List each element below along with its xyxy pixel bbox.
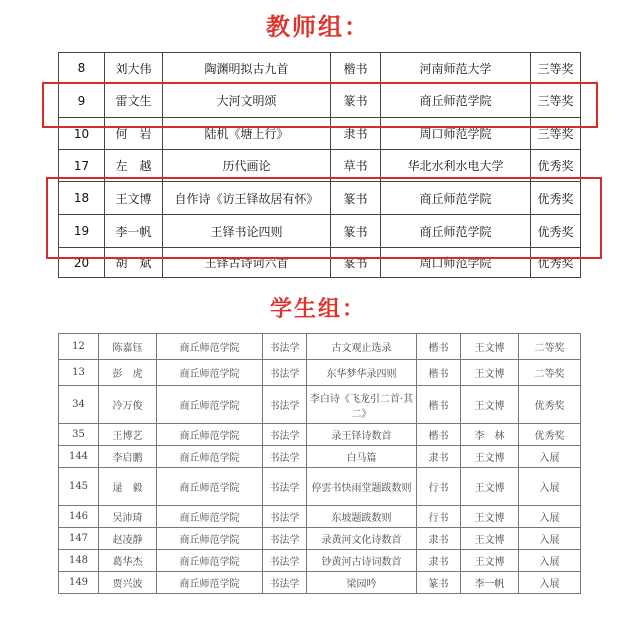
teacher-cell: 8	[59, 53, 105, 84]
student-cell: 录王铎诗数首	[307, 424, 417, 446]
teacher-cell: 陆机《塘上行》	[163, 118, 331, 150]
student-cell: 李 林	[461, 424, 519, 446]
student-group-heading: 学生组：	[269, 297, 366, 322]
student-cell: 楷书	[417, 360, 461, 386]
student-cell: 李一帆	[461, 572, 519, 594]
teacher-cell: 草书	[331, 150, 381, 182]
teacher-cell: 19	[59, 215, 105, 248]
student-row-12	[59, 334, 581, 360]
student-cell: 王文博	[461, 386, 519, 424]
student-cell: 144	[59, 446, 99, 468]
student-cell: 录黄河文化诗数首	[307, 528, 417, 550]
student-cell: 古文观止选录	[307, 334, 417, 360]
teacher-cell: 优秀奖	[531, 182, 581, 215]
teacher-cell: 9	[59, 84, 105, 118]
teacher-cell: 商丘师范学院	[381, 215, 531, 248]
student-cell: 优秀奖	[519, 386, 581, 424]
student-cell: 东坡题跋数则	[307, 506, 417, 528]
teacher-cell: 刘大伟	[105, 53, 163, 84]
student-results-table	[58, 333, 581, 594]
student-cell: 商丘师范学院	[157, 506, 263, 528]
student-cell: 入展	[519, 528, 581, 550]
student-cell: 梁园吟	[307, 572, 417, 594]
teacher-cell: 商丘师范学院	[381, 84, 531, 118]
student-cell: 葛华杰	[99, 550, 157, 572]
teacher-cell: 优秀奖	[531, 150, 581, 182]
teacher-cell: 隶书	[331, 118, 381, 150]
student-row-146	[59, 506, 581, 528]
student-cell: 王文博	[461, 550, 519, 572]
student-row-147	[59, 528, 581, 550]
student-cell: 35	[59, 424, 99, 446]
teacher-cell: 20	[59, 248, 105, 278]
student-row-144	[59, 446, 581, 468]
student-cell: 东华梦华录四则	[307, 360, 417, 386]
teacher-cell: 大河文明颂	[163, 84, 331, 118]
student-cell: 书法学	[263, 386, 307, 424]
student-cell: 入展	[519, 550, 581, 572]
student-cell: 王文博	[461, 334, 519, 360]
teacher-cell: 17	[59, 150, 105, 182]
student-cell: 146	[59, 506, 99, 528]
teacher-cell: 胡 斌	[105, 248, 163, 278]
student-cell: 行书	[417, 468, 461, 506]
teacher-cell: 历代画论	[163, 150, 331, 182]
teacher-cell: 篆书	[331, 215, 381, 248]
student-cell: 白马篇	[307, 446, 417, 468]
student-cell: 商丘师范学院	[157, 528, 263, 550]
student-cell: 李白诗《飞龙引二首·其二》	[307, 386, 417, 424]
student-cell: 吴沛琦	[99, 506, 157, 528]
student-cell: 书法学	[263, 550, 307, 572]
student-cell: 34	[59, 386, 99, 424]
student-cell: 商丘师范学院	[157, 386, 263, 424]
student-cell: 彭 虎	[99, 360, 157, 386]
student-cell: 商丘师范学院	[157, 550, 263, 572]
teacher-cell: 左 越	[105, 150, 163, 182]
teacher-cell: 王铎古诗词六首	[163, 248, 331, 278]
teacher-row-9	[59, 84, 581, 118]
student-cell: 书法学	[263, 446, 307, 468]
student-cell: 入展	[519, 446, 581, 468]
student-cell: 钞黄河古诗词数首	[307, 550, 417, 572]
teacher-cell: 18	[59, 182, 105, 215]
teacher-cell: 王铎书论四则	[163, 215, 331, 248]
teacher-row-20	[59, 248, 581, 278]
student-cell: 行书	[417, 506, 461, 528]
student-cell: 商丘师范学院	[157, 424, 263, 446]
student-cell: 逯 毅	[99, 468, 157, 506]
teacher-cell: 商丘师范学院	[381, 182, 531, 215]
student-cell: 楷书	[417, 386, 461, 424]
student-cell: 篆书	[417, 572, 461, 594]
teacher-cell: 河南师范大学	[381, 53, 531, 84]
student-cell: 楷书	[417, 334, 461, 360]
student-cell: 书法学	[263, 334, 307, 360]
student-cell: 书法学	[263, 506, 307, 528]
student-cell: 148	[59, 550, 99, 572]
teacher-cell: 李一帆	[105, 215, 163, 248]
student-cell: 陈嘉钰	[99, 334, 157, 360]
teacher-cell: 王文博	[105, 182, 163, 215]
teacher-cell: 陶渊明拟古九首	[163, 53, 331, 84]
student-cell: 停雲书快雨堂题跋数则	[307, 468, 417, 506]
teacher-cell: 周口师范学院	[381, 248, 531, 278]
student-cell: 书法学	[263, 424, 307, 446]
teacher-results-table	[58, 52, 581, 278]
teacher-row-17	[59, 150, 581, 182]
student-cell: 入展	[519, 572, 581, 594]
teacher-row-19	[59, 215, 581, 248]
student-cell: 12	[59, 334, 99, 360]
student-cell: 李启鹏	[99, 446, 157, 468]
student-cell: 书法学	[263, 360, 307, 386]
student-row-148	[59, 550, 581, 572]
teacher-cell: 楷书	[331, 53, 381, 84]
teacher-cell: 雷文生	[105, 84, 163, 118]
teacher-cell: 周口师范学院	[381, 118, 531, 150]
teacher-cell: 优秀奖	[531, 215, 581, 248]
student-cell: 王文博	[461, 446, 519, 468]
student-cell: 王文博	[461, 506, 519, 528]
student-cell: 优秀奖	[519, 424, 581, 446]
student-cell: 王文博	[461, 360, 519, 386]
student-cell: 王博艺	[99, 424, 157, 446]
student-cell: 书法学	[263, 528, 307, 550]
student-cell: 书法学	[263, 572, 307, 594]
student-cell: 147	[59, 528, 99, 550]
student-cell: 王文博	[461, 528, 519, 550]
student-cell: 入展	[519, 506, 581, 528]
student-row-35	[59, 424, 581, 446]
student-cell: 145	[59, 468, 99, 506]
student-row-34	[59, 386, 581, 424]
student-cell: 书法学	[263, 468, 307, 506]
teacher-row-18	[59, 182, 581, 215]
teacher-cell: 自作诗《访王铎故居有怀》	[163, 182, 331, 215]
student-cell: 王文博	[461, 468, 519, 506]
student-cell: 入展	[519, 468, 581, 506]
student-cell: 二等奖	[519, 334, 581, 360]
student-row-13	[59, 360, 581, 386]
teacher-cell: 何 岩	[105, 118, 163, 150]
teacher-cell: 10	[59, 118, 105, 150]
teacher-row-8	[59, 53, 581, 84]
teacher-row-10	[59, 118, 581, 150]
student-cell: 149	[59, 572, 99, 594]
teacher-cell: 篆书	[331, 248, 381, 278]
student-cell: 商丘师范学院	[157, 572, 263, 594]
teacher-cell: 篆书	[331, 84, 381, 118]
student-cell: 商丘师范学院	[157, 360, 263, 386]
student-cell: 冷万俊	[99, 386, 157, 424]
teacher-group-heading: 教师组：	[266, 13, 370, 41]
student-row-145	[59, 468, 581, 506]
student-row-149	[59, 572, 581, 594]
teacher-cell: 优秀奖	[531, 248, 581, 278]
student-cell: 隶书	[417, 446, 461, 468]
student-cell: 商丘师范学院	[157, 446, 263, 468]
student-cell: 商丘师范学院	[157, 468, 263, 506]
student-cell: 楷书	[417, 424, 461, 446]
student-cell: 隶书	[417, 528, 461, 550]
teacher-cell: 三等奖	[531, 118, 581, 150]
student-cell: 二等奖	[519, 360, 581, 386]
teacher-cell: 篆书	[331, 182, 381, 215]
teacher-cell: 三等奖	[531, 84, 581, 118]
student-cell: 商丘师范学院	[157, 334, 263, 360]
student-cell: 隶书	[417, 550, 461, 572]
teacher-cell: 华北水利水电大学	[381, 150, 531, 182]
student-cell: 贾兴波	[99, 572, 157, 594]
student-cell: 13	[59, 360, 99, 386]
student-cell: 赵凌静	[99, 528, 157, 550]
teacher-cell: 三等奖	[531, 53, 581, 84]
